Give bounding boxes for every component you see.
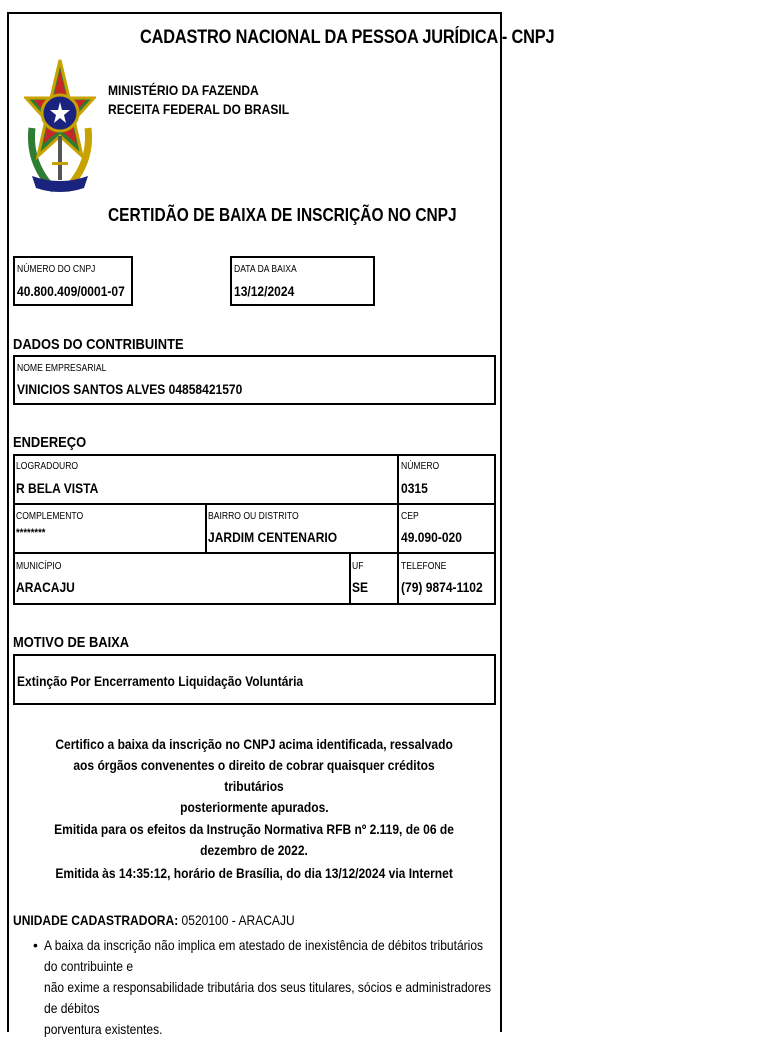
bullet-icon: • [33,937,38,953]
agency-name: RECEITA FEDERAL DO BRASIL [108,101,290,117]
nome-empresarial-label: NOME EMPRESARIAL [17,363,107,374]
municipio-value: ARACAJU [16,579,75,595]
unidade-cadastradora [13,912,295,928]
ministry-name: MINISTÉRIO DA FAZENDA [108,82,259,98]
statement-line: aos órgãos convenentes o direito de cobrar quaisquer créditos tributários [73,757,435,794]
unidade-label: UNIDADE CADASTRADORA: [13,912,179,928]
endereco-divider [397,454,399,605]
data-baixa-value: 13/12/2024 [234,283,295,299]
unidade-value: 0520100 - ARACAJU [181,912,295,928]
brazil-coat-of-arms-icon [24,58,96,198]
statement-line: posteriormente apurados. [179,799,329,815]
emission-info [12,863,496,884]
telefone-label: TELEFONE [401,561,447,572]
section-endereco: ENDEREÇO [13,434,87,451]
cep-label: CEP [401,511,419,522]
endereco-divider [349,552,351,605]
nome-empresarial-box [13,355,496,405]
endereco-divider [13,552,496,554]
bairro-value: JARDIM CENTENARIO [208,529,338,545]
cep-value: 49.090-020 [401,529,462,545]
municipio-label: MUNICÍPIO [16,561,62,572]
complemento-label: COMPLEMENTO [16,511,84,522]
disclaimer-note [44,935,491,1040]
certificate-title: CERTIDÃO DE BAIXA DE INSCRIÇÃO NO CNPJ [108,205,457,225]
data-baixa-label: DATA DA BAIXA [234,264,297,275]
uf-label: UF [352,561,364,572]
nome-empresarial-value: VINICIOS SANTOS ALVES 04858421570 [17,381,243,397]
certification-statement [12,734,496,818]
numero-label: NÚMERO [401,461,440,472]
motivo-value: Extinção Por Encerramento Liquidação Voluntária [17,673,304,689]
document-title: CADASTRO NACIONAL DA PESSOA JURÍDICA - CNPJ [140,27,555,48]
uf-value: SE [352,579,369,595]
disclaimer-line: A baixa da inscrição não implica em atestado de inexistência de débitos tributários do contribuinte e [44,937,484,974]
cnpj-value: 40.800.409/0001-07 [17,283,125,299]
instrucao-text: Emitida para os efeitos da Instrução Normativa RFB nº 2.119, de 06 de dezembro de 2022. [54,821,454,858]
disclaimer-line: porventura existentes. [44,1021,163,1037]
instrucao-normativa [12,819,496,861]
emission-text: Emitida às 14:35:12, horário de Brasília, do dia 13/12/2024 via Internet [55,865,453,881]
logradouro-value: R BELA VISTA [16,480,99,496]
endereco-divider [205,503,207,553]
motivo-box [13,654,496,705]
section-contribuinte: DADOS DO CONTRIBUINTE [13,336,184,353]
statement-line: Certifico a baixa da inscrição no CNPJ acima identificada, ressalvado [55,736,453,752]
cnpj-label: NÚMERO DO CNPJ [17,264,96,275]
telefone-value: (79) 9874-1102 [401,579,483,595]
bairro-label: BAIRRO OU DISTRITO [208,511,299,522]
data-baixa-box [230,256,375,306]
complemento-value: ******** [16,527,46,539]
ministry-header [108,81,289,119]
cnpj-box [13,256,133,306]
numero-value: 0315 [401,480,428,496]
logradouro-label: LOGRADOURO [16,461,79,472]
section-motivo: MOTIVO DE BAIXA [13,634,130,651]
disclaimer-line: não exime a responsabilidade tributária dos seus titulares, sócios e administradores de débitos [44,979,492,1016]
endereco-divider [13,503,496,505]
